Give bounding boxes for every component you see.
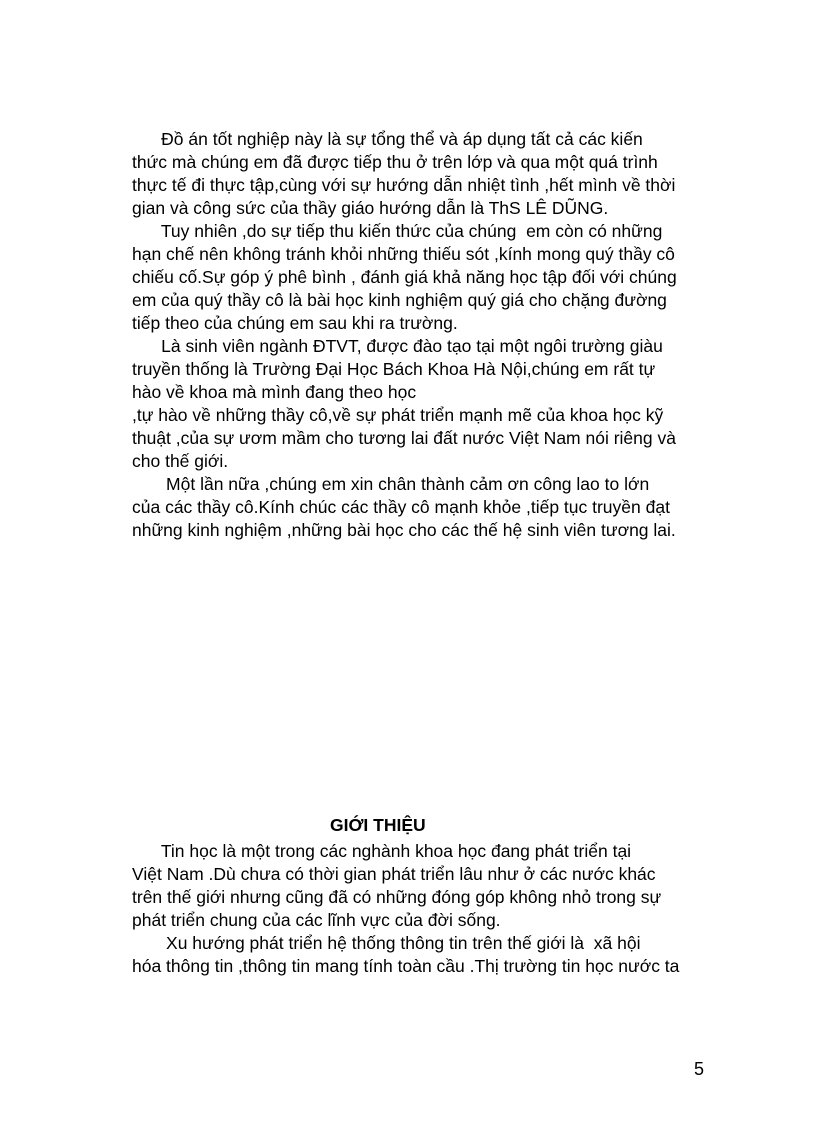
page-number: 5 xyxy=(694,1059,705,1079)
text-line: chiếu cố.Sự góp ý phê bình , đánh giá khả năng học tập đối với chúng xyxy=(132,267,677,287)
introduction-section xyxy=(132,840,722,978)
section-heading: GIỚI THIỆU xyxy=(330,815,426,835)
text-line: thức mà chúng em đã được tiếp thu ở trên lớp và qua một quá trình xyxy=(132,152,658,172)
text-line: Là sinh viên ngành ĐTVT, được đào tạo tại một ngôi trường giàu xyxy=(132,336,663,356)
text-line: Xu hướng phát triển hệ thống thông tin trên thế giới là xã hội xyxy=(132,933,641,953)
text-line: Tin học là một trong các nghành khoa học đang phát triển tại xyxy=(132,841,632,861)
text-line: Một lần nữa ,chúng em xin chân thành cảm ơn công lao to lớn xyxy=(132,474,650,494)
text-line: em của quý thầy cô là bài học kinh nghiệm quý giá cho chặng đường xyxy=(132,290,667,310)
text-line: thuật ,của sự ươm mầm cho tương lai đất nước Việt Nam nói riêng và xyxy=(132,428,676,448)
text-line: hóa thông tin ,thông tin mang tính toàn cầu .Thị trường tin học nước ta xyxy=(132,956,680,976)
text-line: những kinh nghiệm ,những bài học cho các thế hệ sinh viên tương lai. xyxy=(132,520,676,540)
text-line: thực tế đi thực tập,cùng với sự hướng dẫn nhiệt tình ,hết mình về thời xyxy=(132,175,676,195)
text-line: hào về khoa mà mình đang theo học xyxy=(132,382,417,402)
text-line: phát triển chung của các lĩnh vực của đời sống. xyxy=(132,910,501,930)
text-line: Tuy nhiên ,do sự tiếp thu kiến thức của chúng em còn có những xyxy=(132,221,663,241)
text-line: ,tự hào về những thầy cô,về sự phát triển mạnh mẽ của khoa học kỹ xyxy=(132,405,664,425)
acknowledgement-section xyxy=(132,128,722,542)
text-line: tiếp theo của chúng em sau khi ra trường. xyxy=(132,313,458,333)
text-line: gian và công sức của thầy giáo hướng dẫn là ThS LÊ DŨNG. xyxy=(132,198,609,218)
text-line: trên thế giới nhưng cũng đã có những đóng góp không nhỏ trong sự xyxy=(132,887,662,907)
text-line: cho thế giới. xyxy=(132,451,229,471)
text-line: hạn chế nên không tránh khỏi những thiếu sót ,kính mong quý thầy cô xyxy=(132,244,675,264)
text-line: truyền thống là Trường Đại Học Bách Khoa Hà Nội,chúng em rất tự xyxy=(132,359,656,379)
text-line: của các thầy cô.Kính chúc các thầy cô mạnh khỏe ,tiếp tục truyền đạt xyxy=(132,497,670,517)
text-line: Việt Nam .Dù chưa có thời gian phát triển lâu như ở các nước khác xyxy=(132,864,656,884)
text-line: Đồ án tốt nghiệp này là sự tổng thể và áp dụng tất cả các kiến xyxy=(132,129,643,149)
